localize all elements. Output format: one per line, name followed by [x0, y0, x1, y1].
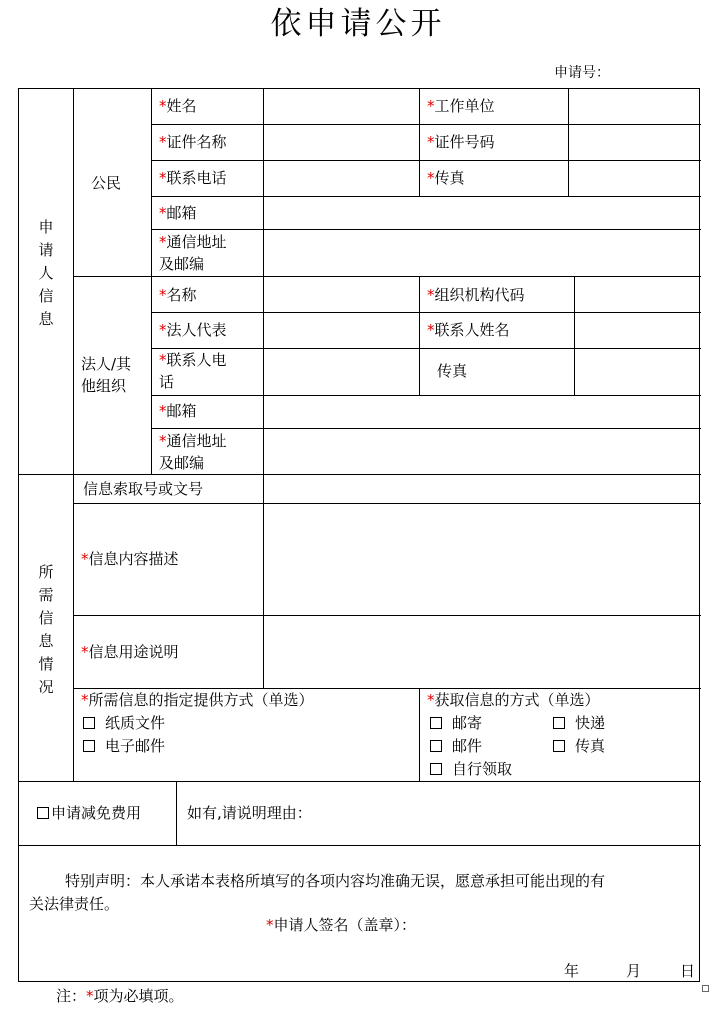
column-line [568, 89, 569, 196]
checkbox[interactable] [553, 717, 565, 729]
row-line [151, 124, 701, 125]
required-mark: * [427, 691, 435, 709]
footnote: 注：*项为必填项。 [56, 987, 184, 1005]
row-line [151, 395, 701, 396]
required-mark: * [159, 432, 167, 450]
label-org-address: *通信地址 及邮编 [159, 432, 227, 472]
label-content-description: *信息内容描述 [81, 550, 179, 568]
declaration-line2: 关法律责任。 [29, 895, 120, 913]
date-day: 日 [680, 962, 696, 980]
checkbox[interactable] [83, 740, 95, 752]
label-phone: *联系电话 [159, 169, 227, 187]
required-mark: * [81, 550, 89, 568]
option-express[interactable]: 快递 [553, 712, 605, 734]
row-line [151, 428, 701, 429]
divider-content-row [73, 615, 701, 616]
option-paper-document[interactable]: 纸质文件 [83, 712, 165, 734]
divider-citizen-org [73, 276, 701, 277]
date-year: 年 [564, 962, 580, 980]
required-mark: * [427, 286, 435, 304]
required-mark: * [159, 169, 167, 187]
fee-reduction-reason-prompt: 如有,请说明理由： [187, 804, 312, 822]
applicant-section-heading: 申请人信息 [38, 218, 54, 328]
retrieval-method-heading: *获取信息的方式（单选） [427, 691, 600, 709]
label-id-type: *证件名称 [159, 133, 227, 151]
label-org-name: *名称 [159, 286, 197, 304]
required-mark: * [159, 321, 167, 339]
checkbox[interactable] [430, 763, 442, 775]
label-name: *姓名 [159, 97, 197, 115]
required-mark: * [159, 97, 167, 115]
label-employer: *工作单位 [427, 97, 495, 115]
option-fax[interactable]: 传真 [553, 735, 605, 757]
application-number-label: 申请号： [554, 65, 610, 81]
corner-marker [702, 985, 709, 992]
column-line [263, 89, 264, 615]
required-mark: * [266, 916, 274, 934]
checkbox[interactable] [553, 740, 565, 752]
column-line [176, 781, 177, 845]
label-org-code: *组织机构代码 [427, 286, 525, 304]
column-line [419, 89, 420, 196]
fee-reduction-checkbox[interactable]: 申请减免费用 [37, 802, 141, 824]
label-legal-rep: *法人代表 [159, 321, 227, 339]
label-email: *邮箱 [159, 204, 197, 222]
required-mark: * [86, 987, 94, 1005]
option-electronic-mail[interactable]: 电子邮件 [83, 735, 165, 757]
required-mark: * [427, 133, 435, 151]
page-title: 依申请公开 [270, 6, 446, 42]
label-contact-name: *联系人姓名 [427, 321, 510, 339]
label-address: *通信地址 及邮编 [159, 233, 227, 273]
required-mark: * [81, 691, 89, 709]
label-contact-phone: *联系人电 话 [159, 351, 227, 391]
required-mark: * [427, 321, 435, 339]
column-line [73, 89, 74, 781]
declaration-line1: 特别声明：本人承诺本表格所填写的各项内容均准确无误，愿意承担可能出现的有 [65, 872, 606, 890]
row-line [151, 160, 701, 161]
citizen-label: 公民 [91, 174, 122, 192]
signature-label: *申请人签名（盖章）： [266, 916, 417, 934]
label-org-fax: 传真 [437, 362, 468, 380]
column-line [419, 276, 420, 395]
required-mark: * [427, 97, 435, 115]
provision-method-heading: *所需信息的指定提供方式（单选） [81, 691, 314, 709]
divider-section-declaration [19, 845, 701, 846]
row-line [151, 348, 701, 349]
required-mark: * [159, 351, 167, 369]
label-index-number: 信息索取号或文号 [83, 480, 204, 498]
label-org-email: *邮箱 [159, 402, 197, 420]
row-line [151, 312, 701, 313]
required-mark: * [159, 286, 167, 304]
organization-label: 法人/其 他组织 [81, 355, 132, 395]
checkbox[interactable] [83, 717, 95, 729]
label-id-number: *证件号码 [427, 133, 495, 151]
row-line [151, 196, 701, 197]
label-usage-description: *信息用途说明 [81, 643, 179, 661]
label-fax: *传真 [427, 169, 465, 187]
option-email[interactable]: 邮件 [430, 735, 482, 757]
required-mark: * [159, 204, 167, 222]
required-mark: * [159, 402, 167, 420]
required-mark: * [81, 643, 89, 661]
checkbox[interactable] [430, 717, 442, 729]
checkbox[interactable] [430, 740, 442, 752]
divider-section-info [19, 474, 701, 475]
column-line [419, 688, 420, 781]
required-mark: * [159, 133, 167, 151]
option-post[interactable]: 邮寄 [430, 712, 482, 734]
info-section-heading: 所需信息情况 [38, 563, 54, 696]
column-line [574, 276, 575, 395]
row-line [151, 229, 701, 230]
option-self-pickup[interactable]: 自行领取 [430, 758, 512, 780]
divider-section-fee [19, 781, 701, 782]
required-mark: * [427, 169, 435, 187]
column-line [263, 615, 264, 688]
column-line [151, 89, 152, 474]
date-month: 月 [626, 962, 642, 980]
divider-index-row [73, 503, 701, 504]
application-form [18, 88, 700, 982]
checkbox[interactable] [37, 807, 49, 819]
required-mark: * [159, 233, 167, 251]
